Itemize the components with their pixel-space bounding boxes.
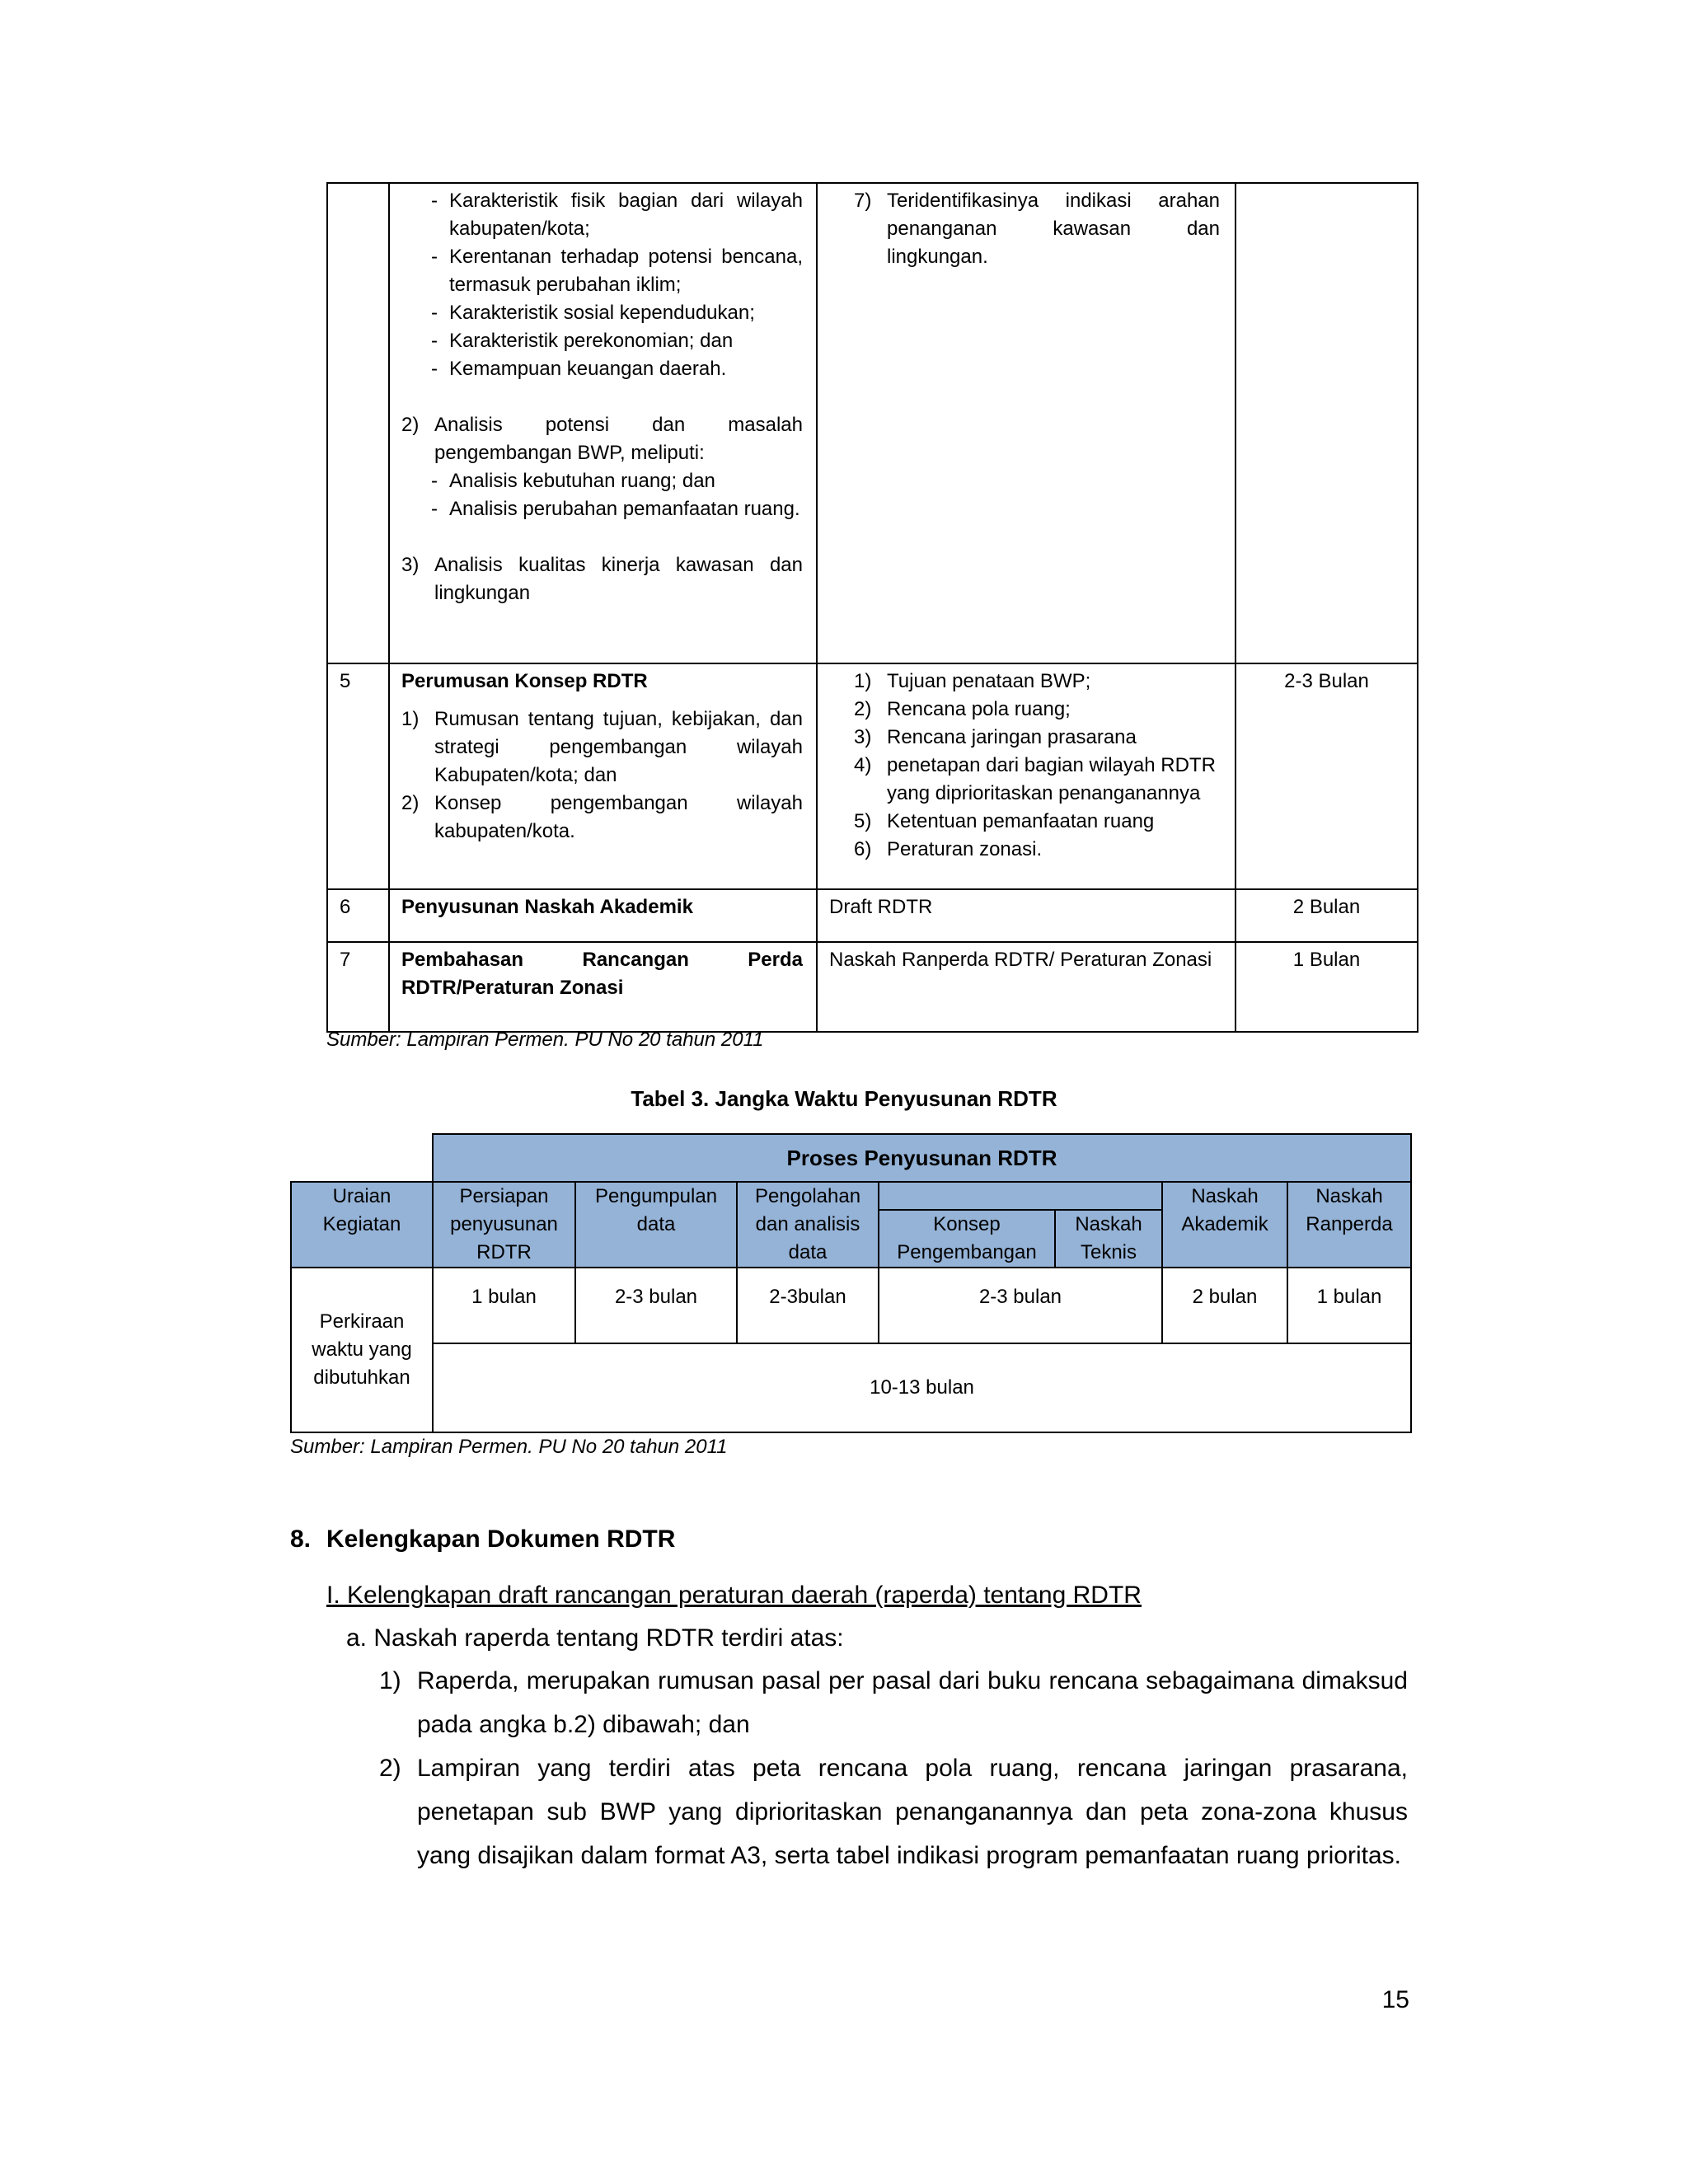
list-item: 4) penetapan dari bagian wilayah RDTR yang diprioritaskan penanganannya	[854, 754, 1216, 804]
table-row	[291, 1343, 1411, 1432]
value-ranperda: 1 bulan	[1287, 1268, 1411, 1343]
cell-time: 1 Bulan	[1236, 942, 1418, 1032]
cell-no: 7	[327, 942, 389, 1032]
cell-outputs	[817, 663, 1236, 889]
list-item: 5) Ketentuan pemanfaatan ruang	[854, 810, 1155, 832]
cell-time: 2-3 Bulan	[1236, 663, 1418, 889]
list-item: 3) Analisis kualitas kinerja kawasan dan lingkungan	[401, 554, 803, 604]
section-heading: 8. Kelengkapan Dokumen RDTR	[290, 1526, 676, 1553]
cell-outputs: Draft RDTR	[817, 889, 1236, 942]
table-row	[291, 1134, 1411, 1182]
value-konsep: 2-3 bulan	[879, 1268, 1162, 1343]
cell-activities	[389, 183, 817, 663]
table-row	[291, 1268, 1411, 1343]
page-number: 15	[1381, 1986, 1409, 2013]
cell-activities: Pembahasan Rancangan Perda RDTR/Peraturan Zonasi	[389, 942, 817, 1032]
header-naskah-ranperda: Naskah Ranperda	[1287, 1182, 1411, 1268]
value-persiapan: 1 bulan	[433, 1268, 575, 1343]
header-konsep: Konsep Pengembangan	[879, 1210, 1055, 1268]
value-pengumpulan: 2-3 bulan	[575, 1268, 737, 1343]
table-row	[327, 889, 1418, 942]
subsection-heading: I. Kelengkapan draft rancangan peraturan daerah (raperda) tentang RDTR	[326, 1582, 1142, 1609]
value-total: 10-13 bulan	[433, 1343, 1411, 1432]
cell-no: 5	[327, 663, 389, 889]
sub-item-a: a. Naskah raperda tentang RDTR terdiri atas:	[346, 1624, 844, 1652]
list-item: - Analisis perubahan pemanfaatan ruang.	[431, 498, 800, 520]
cell-time: 2 Bulan	[1236, 889, 1418, 942]
table-row	[291, 1182, 1411, 1210]
header-main: Proses Penyusunan RDTR	[433, 1134, 1411, 1182]
list-item: 6) Peraturan zonasi.	[854, 838, 1043, 860]
table-source-note: Sumber: Lampiran Permen. PU No 20 tahun 2011	[326, 1029, 764, 1051]
list-item: 1) Rumusan tentang tujuan, kebijakan, dan strategi pengembangan wilayah Kabupaten/kota; dan	[401, 708, 803, 786]
cell-activities: Penyusunan Naskah Akademik	[389, 889, 817, 942]
list-item: 2) Analisis potensi dan masalah pengembangan BWP, meliputi:	[401, 414, 803, 464]
table-caption: Tabel 3. Jangka Waktu Penyusunan RDTR	[631, 1086, 1057, 1111]
cell-time	[1236, 183, 1418, 663]
list-item: - Analisis kebutuhan ruang; dan	[431, 470, 715, 492]
list-item: - Karakteristik fisik bagian dari wilayah kabupaten/kota;	[431, 190, 803, 240]
header-uraian: Uraian Kegiatan	[291, 1182, 433, 1268]
header-persiapan: Persiapan penyusunan RDTR	[433, 1182, 575, 1268]
rdtr-stage-table	[326, 182, 1418, 1033]
header-naskah-akademik: Naskah Akademik	[1162, 1182, 1287, 1268]
header-group-blank	[879, 1182, 1162, 1210]
list-item: 2) Rencana pola ruang;	[854, 698, 1071, 720]
list-item: 2) Lampiran yang terdiri atas peta rencana pola ruang, rencana jaringan prasarana, penetapan sub BWP yang diprioritaskan penanganannya dan peta zona-zona khusus yang disajikan dalam format A3, serta tabel indikasi program pemanfaatan ruang prioritas.	[379, 1755, 1408, 1869]
cell-outputs	[817, 183, 1236, 663]
value-akademik: 2 bulan	[1162, 1268, 1287, 1343]
list-item: 1) Raperda, merupakan rumusan pasal per pasal dari buku rencana sebagaimana dimaksud pada angka b.2) dibawah; dan	[379, 1667, 1408, 1738]
table-source-note: Sumber: Lampiran Permen. PU No 20 tahun 2011	[290, 1436, 728, 1458]
list-item: 1) Tujuan penataan BWP;	[854, 670, 1091, 692]
list-item: - Karakteristik perekonomian; dan	[431, 330, 734, 352]
list-item: 7) Teridentifikasinya indikasi arahan penanganan kawasan dan lingkungan.	[854, 190, 1220, 268]
table-row	[327, 942, 1418, 1032]
cell-outputs: Naskah Ranperda RDTR/ Peraturan Zonasi	[817, 942, 1236, 1032]
table-row	[327, 183, 1418, 663]
list-item: - Karakteristik sosial kependudukan;	[431, 302, 755, 324]
list-item: - Kemampuan keuangan daerah.	[431, 358, 727, 380]
cell-activities	[389, 663, 817, 889]
header-pengolahan: Pengolahan dan analisis data	[737, 1182, 879, 1268]
list-item: - Kerentanan terhadap potensi bencana, termasuk perubahan iklim;	[431, 246, 803, 296]
row-title: Perumusan Konsep RDTR	[401, 670, 648, 692]
value-pengolahan: 2-3bulan	[737, 1268, 879, 1343]
timeframe-table	[290, 1133, 1412, 1433]
cell-no: 6	[327, 889, 389, 942]
table-row	[327, 663, 1418, 889]
row-label: Perkiraan waktu yang dibutuhkan	[291, 1268, 433, 1432]
list-item: 3) Rencana jaringan prasarana	[854, 726, 1137, 748]
header-naskah-teknis: Naskah Teknis	[1055, 1210, 1162, 1268]
list-item: 2) Konsep pengembangan wilayah kabupaten/kota.	[401, 792, 803, 842]
header-pengumpulan: Pengumpulan data	[575, 1182, 737, 1268]
cell-no	[327, 183, 389, 663]
